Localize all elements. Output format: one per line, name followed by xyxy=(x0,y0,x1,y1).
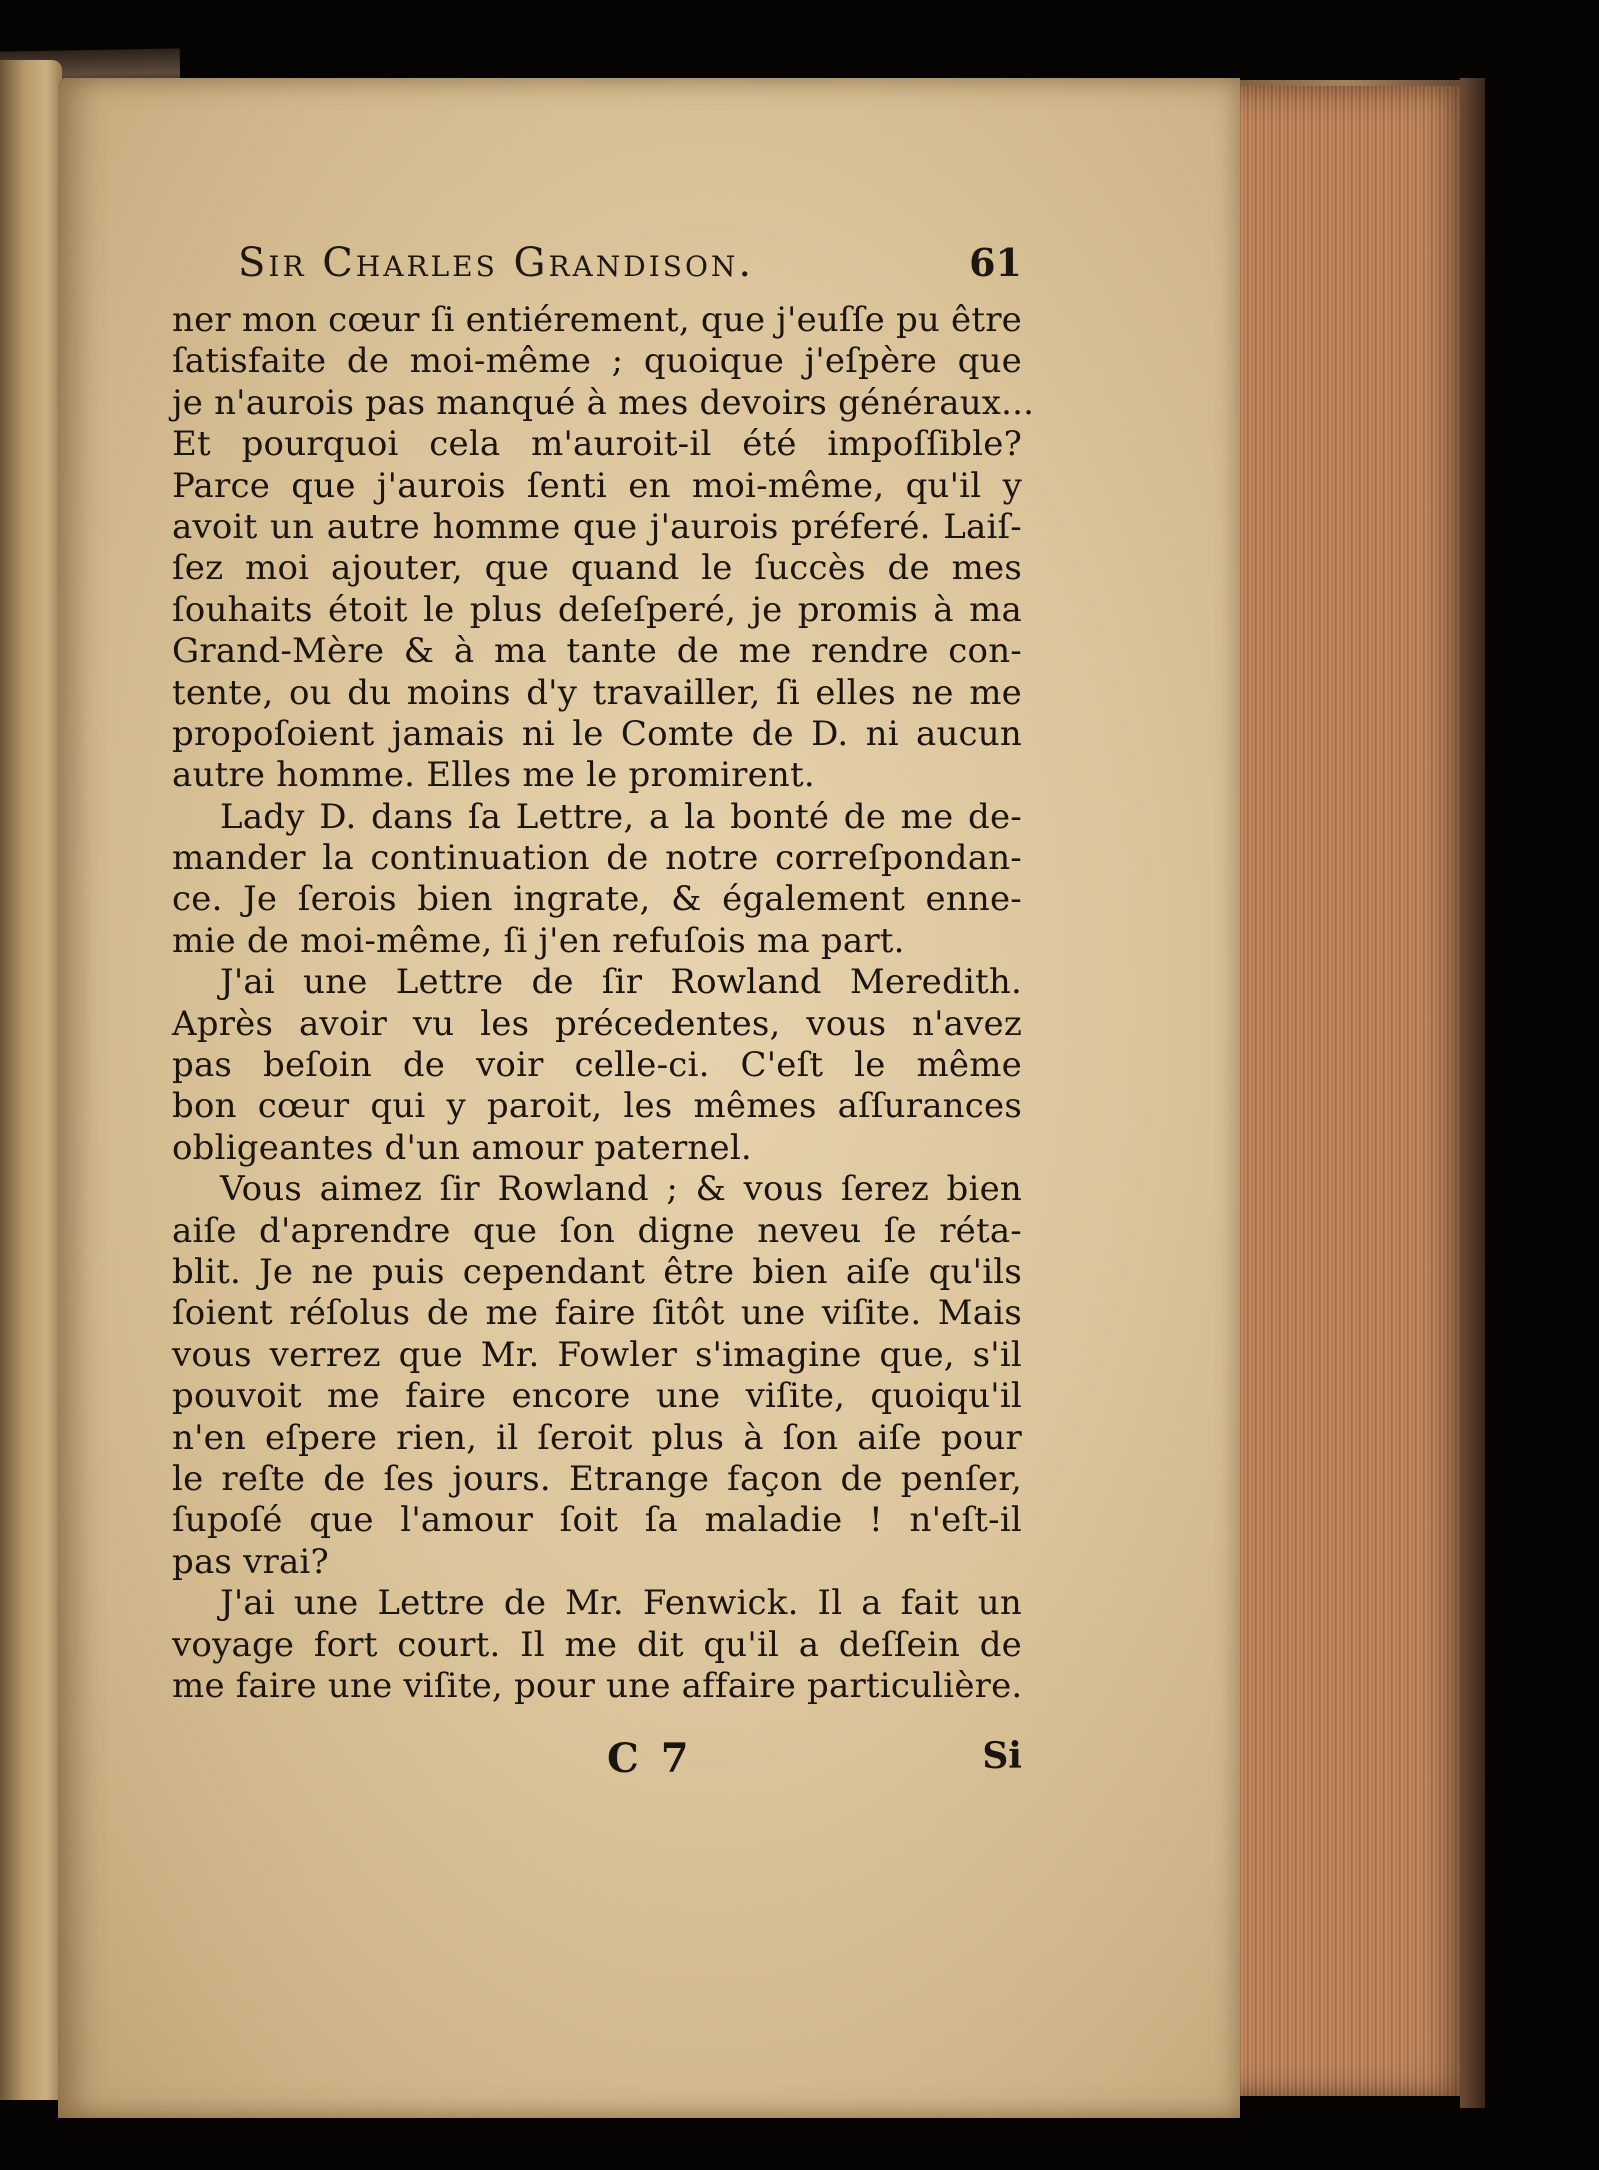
text-line: vous verrez que Mr. Fowler s'imagine que, s'il xyxy=(172,1334,1022,1375)
text-line: blit. Je ne puis cependant être bien aiſe qu'ils xyxy=(172,1251,1022,1292)
text-line: le reſte de ſes jours. Etrange façon de penſer, xyxy=(172,1458,1022,1499)
text-line: ſoient réſolus de me faire ſitôt une viſite. Mais xyxy=(172,1293,1022,1334)
text-line: Parce que j'aurois ſenti en moi-même, qu'il y xyxy=(172,465,1022,506)
text-line: ſez moi ajouter, que quand le ſuccès de mes xyxy=(172,548,1022,589)
text-line: n'en eſpere rien, il ſeroit plus à ſon aiſe pour xyxy=(172,1417,1022,1458)
text-line: Après avoir vu les précedentes, vous n'avez xyxy=(172,1003,1022,1044)
text-line: pouvoit me faire encore une viſite, quoiqu'il xyxy=(172,1376,1022,1417)
text-line: je n'aurois pas manqué à mes devoirs généraux... xyxy=(172,382,1035,423)
text-line: J'ai une Lettre de Mr. Fenwick. Il a fait un xyxy=(220,1583,1022,1624)
text-line: autre homme. Elles me le promirent. xyxy=(172,755,815,796)
signature-mark: C 7 xyxy=(607,1735,693,1782)
page-footer xyxy=(172,1735,1022,1795)
text-line: J'ai une Lettre de ſir Rowland Meredith. xyxy=(220,962,1022,1003)
catchword: Si xyxy=(982,1735,1022,1777)
text-line: ſatisfaite de moi-même ; quoique j'eſpère que xyxy=(172,341,1022,382)
text-line: tente, ou du moins d'y travailler, ſi elles ne me xyxy=(172,672,1022,713)
text-line: Et pourquoi cela m'auroit-il été impoſſible? xyxy=(172,424,1022,465)
text-line: mander la continuation de notre correſpondan- xyxy=(172,838,1022,879)
page-header xyxy=(238,240,1022,300)
text-line: obligeantes d'un amour paternel. xyxy=(172,1127,752,1168)
page-block-edges xyxy=(1222,86,1473,2096)
text-line: me faire une viſite, pour une affaire particulière. xyxy=(172,1665,1023,1706)
text-line: pas beſoin de voir celle-ci. C'eſt le même xyxy=(172,1045,1022,1086)
text-line: ner mon cœur ſi entiérement, que j'euſſe pu être xyxy=(172,300,1022,340)
book-cover-edge xyxy=(1460,78,1485,2108)
text-line: Grand-Mère & à ma tante de me rendre con- xyxy=(172,631,1022,672)
body-text xyxy=(172,300,1035,1707)
text-line: ſupoſé que l'amour ſoit ſa maladie ! n'eſt-il xyxy=(172,1500,1022,1541)
text-line: ſouhaits étoit le plus deſeſperé, je promis à ma xyxy=(172,589,1022,630)
text-line: mie de moi-même, ſi j'en refuſois ma part. xyxy=(172,920,905,961)
text-line: bon cœur qui y paroit, les mêmes aſſurances xyxy=(172,1086,1022,1127)
text-line: ce. Je ſerois bien ingrate, & également enne- xyxy=(172,879,1022,920)
page-number: 61 xyxy=(969,240,1022,285)
text-line: Lady D. dans ſa Lettre, a la bonté de me de- xyxy=(220,796,1022,837)
text-line: pas vrai? xyxy=(172,1541,329,1582)
text-line: propoſoient jamais ni le Comte de D. ni aucun xyxy=(172,713,1022,754)
text-line: aiſe d'aprendre que ſon digne neveu ſe réta- xyxy=(172,1210,1022,1251)
running-title: Sir Charles Grandison. xyxy=(238,240,755,286)
text-line: Vous aimez ſir Rowland ; & vous ſerez bien xyxy=(220,1169,1022,1210)
previous-page-edge xyxy=(0,60,62,2100)
text-line: voyage fort court. Il me dit qu'il a deſſein de xyxy=(172,1624,1022,1665)
text-line: avoit un autre homme que j'aurois préferé. Laiſ- xyxy=(172,506,1022,547)
